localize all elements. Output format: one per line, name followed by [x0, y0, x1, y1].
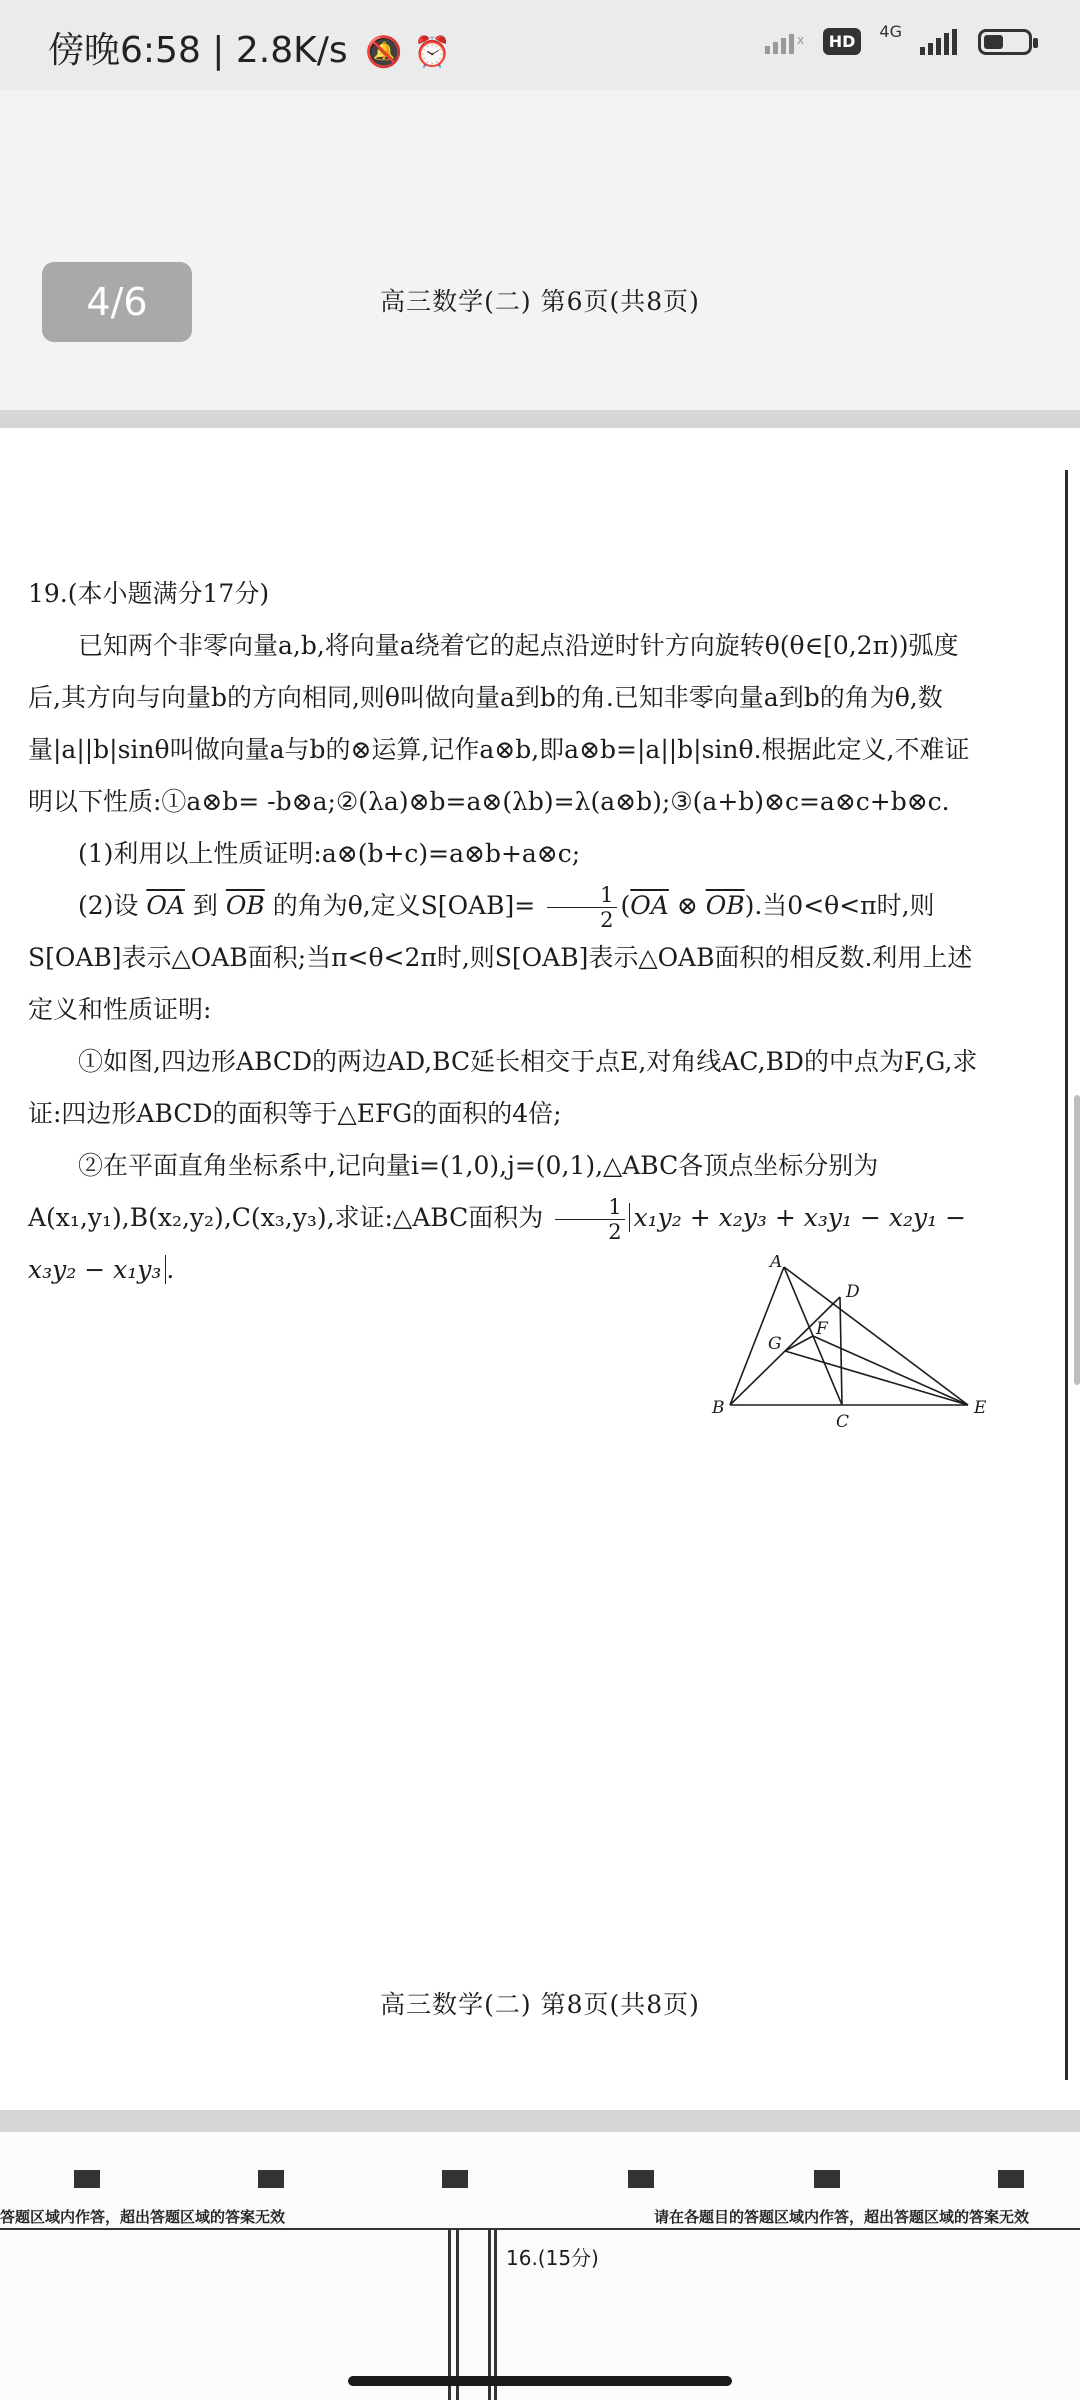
alignment-marker [258, 2170, 284, 2188]
answer-box-top-line [0, 2228, 1080, 2230]
alignment-marker [442, 2170, 468, 2188]
network-type: 4G [879, 22, 902, 41]
label-g: G [768, 1334, 782, 1354]
page-indicator: 4/6 [42, 262, 192, 342]
battery-level [984, 35, 1003, 49]
answer-box-divider [488, 2228, 491, 2400]
answer-box-divider [494, 2228, 497, 2400]
label-e: E [974, 1398, 987, 1418]
label-c: C [836, 1412, 850, 1430]
label-f: F [816, 1319, 828, 1339]
question-16-label: 16.(15分) [506, 2246, 599, 2270]
part-2-post: ).当0<θ<π时,则S[OAB]表示△OAB面积;当π<θ<2π时,则S[OAB]表示△OAB面积的相反数.利用上述定义和性质证明: [28, 891, 973, 1024]
vector-ob-2: $\overline{OB}$ [705, 891, 745, 920]
scrollbar-thumb[interactable] [1074, 1095, 1080, 1385]
fraction-denominator-2: 2 [608, 1220, 622, 1244]
sub-2-post: . [166, 1255, 175, 1284]
alignment-marker [74, 2170, 100, 2188]
answer-box-divider [448, 2228, 451, 2400]
part-2: (2)设 $\overline{OA}$ 到 $\overline{OB}$ 的角为θ,定义S[OAB]= $\frac{1}{2}$ ($\overline{OA}$ ⊗ $\overline{OB}$).当0<θ<π时,则S[OAB]表示△OAB面积;当π<θ<2π时,则S[OAB]表示△OAB面积的相反数.利用上述定义和性质证明: [28, 883, 973, 1024]
part-2-pre: (2)设 [78, 891, 139, 920]
svg-text:x: x [796, 32, 804, 47]
problem-heading: 19.(本小题满分17分) [28, 579, 270, 608]
sub-2-pre: ②在平面直角坐标系中,记向量i=(1,0),j=(0,1),△ABC各顶点坐标分别为A(x₁,y₁),B(x₂,y₂),C(x₃,y₃),求证:△ABC面积为 [28, 1151, 879, 1232]
alignment-marker [814, 2170, 840, 2188]
page-footer: 高三数学(二) 第8页(共8页) [380, 1990, 700, 2019]
label-d: D [846, 1282, 860, 1302]
part-2-to: 到 [192, 891, 218, 920]
part-2-mid: 的角为θ,定义S[OAB]= [272, 891, 536, 920]
otimes-operator: ⊗ [676, 891, 698, 920]
next-page[interactable] [0, 2132, 1080, 2400]
label-a: A [770, 1255, 783, 1272]
mute-bell-icon: 🔕 [365, 35, 403, 70]
fraction-half [547, 883, 616, 932]
segment-eg [785, 1351, 968, 1405]
status-icons [765, 22, 1032, 55]
vector-oa-2: $\overline{OA}$ [630, 891, 669, 920]
fraction-numerator-2: 1 [555, 1195, 624, 1220]
quadrilateral-figure [706, 1255, 1006, 1430]
cell-signal-icon [920, 29, 960, 55]
page-gap-bottom [0, 2110, 1080, 2132]
wifi-off-signal-icon [765, 30, 805, 54]
separator: | [212, 30, 236, 71]
answer-box-divider [456, 2228, 459, 2400]
problem-19 [28, 568, 988, 1296]
area-abs-expression: x₁y₂ + x₂y₃ + x₃y₁ − x₂y₁ − x₃y₂ − x₁y₃ [28, 1203, 967, 1284]
sub-question-1: ①如图,四边形ABCD的两边AD,BC延长相交于点E,对角线AC,BD的中点为F,G,求证:四边形ABCD的面积等于△EFG的面积的4倍; [28, 1047, 978, 1128]
vector-oa: $\overline{OA}$ [146, 891, 185, 920]
clock-text: 傍晚6:58 [48, 30, 201, 71]
page-gap [0, 410, 1080, 428]
segment-dc [840, 1297, 842, 1405]
part-1: (1)利用以上性质证明:a⊗(b+c)=a⊗b+a⊗c; [78, 839, 581, 868]
problem-intro: 已知两个非零向量a,b,将向量a绕着它的起点沿逆时针方向旋转θ(θ∈[0,2π))弧度后,其方向与向量b的方向相同,则θ叫做向量a到b的角.已知非零向量a到b的角为θ,数量|a||b|sinθ叫做向量a与b的⊗运算,记作a⊗b,即a⊗b=|a||b|sinθ.根据此定义,不难证明以下性质:①a⊗b= -b⊗a;②(λa)⊗b=a⊗(λb)=λ(a⊗b);③(a+b)⊗c=a⊗c+b⊗c. [28, 631, 970, 816]
answer-warning-left: 答题区域内作答，超出答题区域的答案无效 [0, 2208, 286, 2226]
fraction-half-2 [555, 1195, 624, 1244]
vector-ob: $\overline{OB}$ [225, 891, 265, 920]
home-indicator[interactable] [348, 2376, 732, 2386]
label-b: B [712, 1398, 725, 1418]
alignment-marker [998, 2170, 1024, 2188]
fraction-denominator: 2 [600, 908, 614, 932]
alarm-clock-icon: ⏰ [413, 35, 452, 70]
previous-page-footer: 高三数学(二) 第6页(共8页) [380, 287, 700, 316]
status-time [48, 22, 451, 73]
answer-warning-right: 请在各题目的答题区域内作答，超出答题区域的答案无效 [654, 2208, 1030, 2226]
battery-icon [978, 29, 1032, 55]
hd-badge: HD [823, 28, 862, 55]
network-speed: 2.8K/s [235, 30, 348, 71]
status-bar [0, 0, 1080, 90]
page-border-line [1065, 470, 1068, 2080]
fraction-numerator: 1 [547, 883, 616, 908]
alignment-marker [628, 2170, 654, 2188]
previous-page [0, 90, 1080, 410]
